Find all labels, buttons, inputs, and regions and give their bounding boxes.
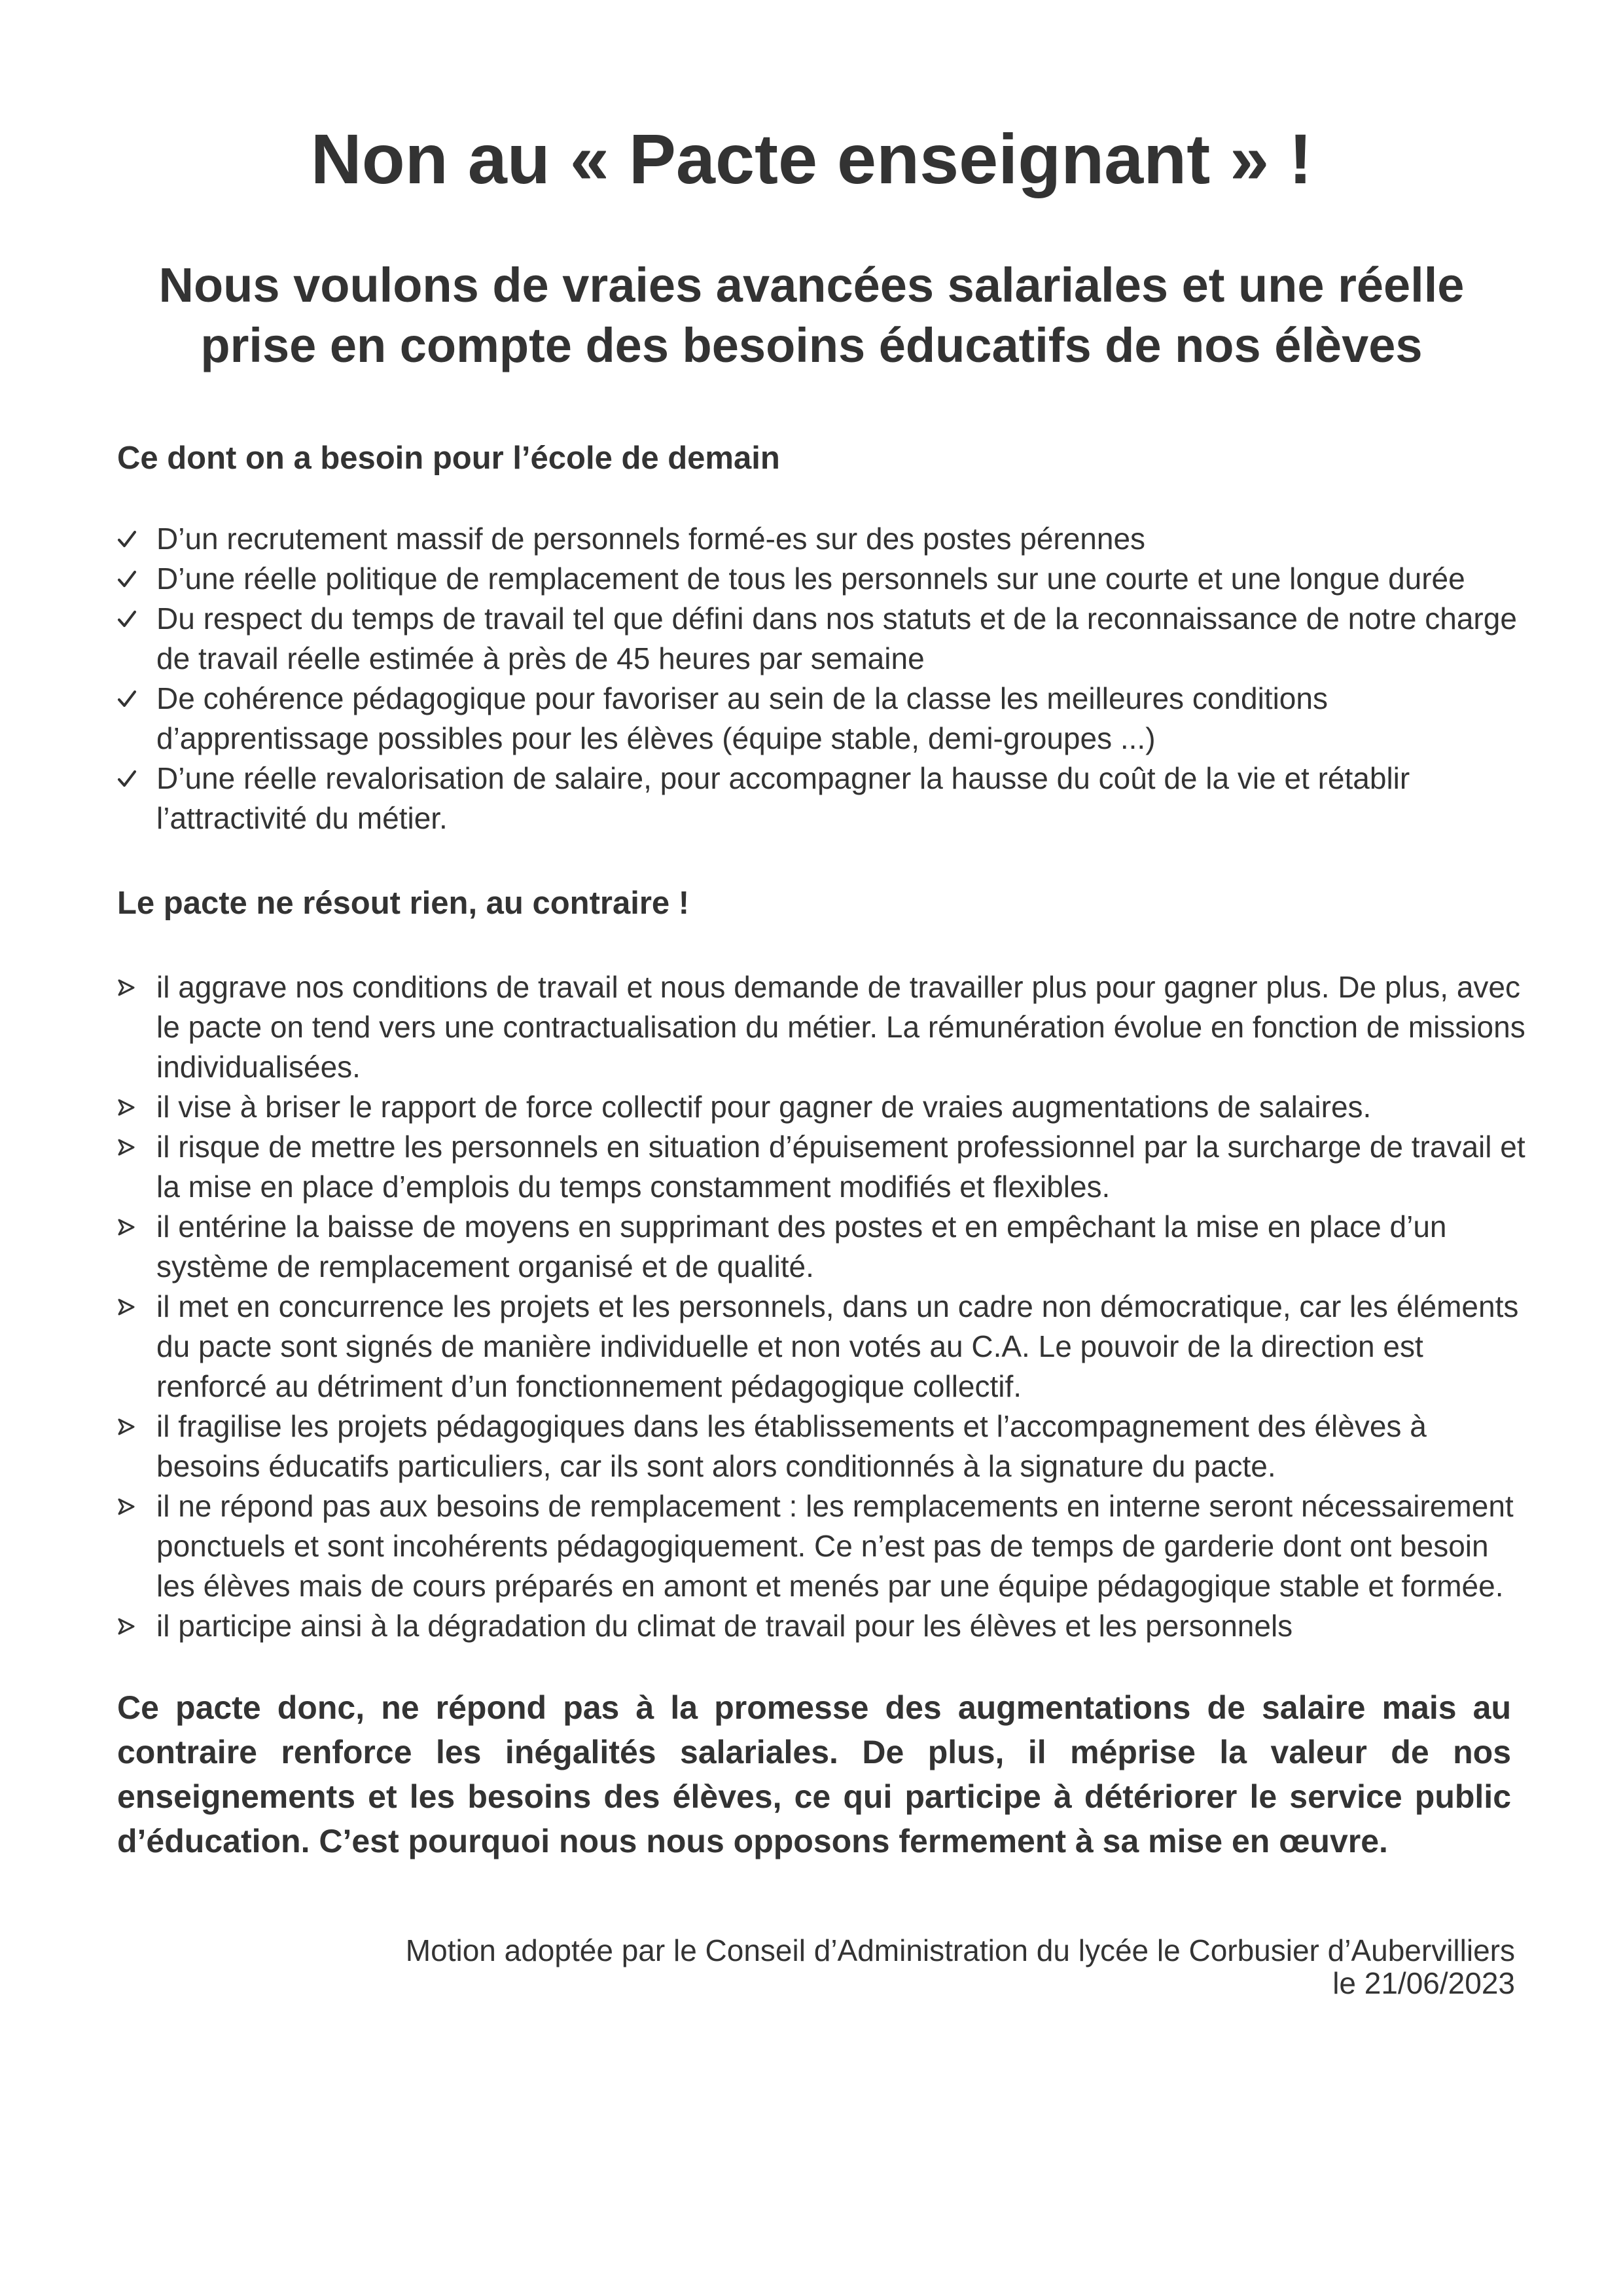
list-item bbox=[117, 1207, 1531, 1287]
arrowhead-icon bbox=[117, 967, 149, 1007]
list-item bbox=[117, 519, 1531, 559]
list-item bbox=[117, 679, 1531, 759]
arrowhead-icon bbox=[117, 1606, 149, 1646]
checkmark-icon bbox=[117, 519, 149, 559]
checkmark-icon bbox=[117, 599, 149, 639]
list-item bbox=[117, 1127, 1531, 1207]
page-title: Non au « Pacte enseignant » ! bbox=[310, 119, 1313, 198]
list-item-text: il vise à briser le rapport de force collectif pour gagner de vraies augmentations de salaires. bbox=[156, 1090, 1372, 1124]
list-item-text: il ne répond pas aux besoins de remplacement : les remplacements en interne seront nécessairement ponctuels et sont incohérents pédagogiquement. Ce n’est pas de temps de garderie dont ont besoin les élèves mais de cours préparés en amont et menés par une équipe pédagogique stable et formée. bbox=[156, 1489, 1514, 1603]
arrowhead-icon bbox=[117, 1207, 149, 1247]
list-item-text: Du respect du temps de travail tel que défini dans nos statuts et de la reconnaissance de notre charge de travail réelle estimée à près de 45 heures par semaine bbox=[156, 601, 1517, 675]
list-item-text: il risque de mettre les personnels en situation d’épuisement professionnel par la surcharge de travail et la mise en place d’emplois du temps constamment modifiés et flexibles. bbox=[156, 1130, 1525, 1204]
arrowhead-icon bbox=[117, 1486, 149, 1526]
list-item bbox=[117, 1606, 1531, 1646]
list-item bbox=[117, 559, 1531, 599]
pacte-list bbox=[117, 967, 1531, 1646]
list-item bbox=[117, 1407, 1531, 1486]
list-item bbox=[117, 967, 1531, 1087]
list-item-text: D’un recrutement massif de personnels formé-es sur des postes pérennes bbox=[156, 522, 1146, 556]
checkmark-icon bbox=[117, 559, 149, 599]
list-item bbox=[117, 1287, 1531, 1407]
arrowhead-icon bbox=[117, 1287, 149, 1327]
list-item-text: De cohérence pédagogique pour favoriser au sein de la classe les meilleures conditions d’apprentissage possibles pour les élèves (équipe stable, demi-groupes ...) bbox=[156, 681, 1328, 755]
list-item-text: D’une réelle politique de remplacement de tous les personnels sur une courte et une longue durée bbox=[156, 562, 1465, 596]
list-item-text: il met en concurrence les projets et les personnels, dans un cadre non démocratique, car les éléments du pacte sont signés de manière individuelle et non votés au C.A. Le pouvoir de la direction est renforcé au détriment d’un fonctionnement pédagogique collectif. bbox=[156, 1289, 1519, 1403]
list-item-text: il participe ainsi à la dégradation du climat de travail pour les élèves et les personnels bbox=[156, 1609, 1293, 1643]
section-heading-needs: Ce dont on a besoin pour l’école de demain bbox=[117, 440, 780, 476]
list-item-text: il entérine la baisse de moyens en supprimant des postes et en empêchant la mise en place d’un système de remplacement organisé et de qualité. bbox=[156, 1210, 1447, 1283]
signature-block bbox=[406, 1934, 1515, 2000]
checkmark-icon bbox=[117, 759, 149, 798]
conclusion-paragraph: Ce pacte donc, ne répond pas à la promesse des augmentations de salaire mais au contraire renforce les inégalités salariales. De plus, il méprise la valeur de nos enseignements et les besoins des élèves, ce qui participe à détériorer le service public d’éducation. C’est pourquoi nous nous opposons fermement à sa mise en œuvre. bbox=[117, 1689, 1511, 1859]
signature-date: le 21/06/2023 bbox=[1332, 1966, 1515, 2000]
arrowhead-icon bbox=[117, 1407, 149, 1446]
arrowhead-icon bbox=[117, 1127, 149, 1167]
list-item bbox=[117, 599, 1531, 679]
list-item bbox=[117, 759, 1531, 838]
checkmark-icon bbox=[117, 679, 149, 719]
signature-line: Motion adoptée par le Conseil d’Administration du lycée le Corbusier d’Aubervilliers bbox=[405, 1933, 1515, 1967]
section-heading-pacte: Le pacte ne résout rien, au contraire ! bbox=[117, 886, 690, 921]
list-item-text: il fragilise les projets pédagogiques dans les établissements et l’accompagnement des élèves à besoins éducatifs particuliers, car ils sont alors conditionnés à la signature du pacte. bbox=[156, 1409, 1427, 1483]
list-item bbox=[117, 1486, 1531, 1606]
page-subtitle: Nous voulons de vraies avancées salariales et une réelle prise en compte des besoins éducatifs de nos élèves bbox=[158, 258, 1465, 372]
list-item bbox=[117, 1087, 1531, 1127]
needs-list bbox=[117, 519, 1531, 838]
arrowhead-icon bbox=[117, 1087, 149, 1127]
list-item-text: il aggrave nos conditions de travail et nous demande de travailler plus pour gagner plus. De plus, avec le pacte on tend vers une contractualisation du métier. La rémunération évolue en fonction de missions individualisées. bbox=[156, 970, 1525, 1084]
list-item-text: D’une réelle revalorisation de salaire, pour accompagner la hausse du coût de la vie et rétablir l’attractivité du métier. bbox=[156, 761, 1410, 835]
